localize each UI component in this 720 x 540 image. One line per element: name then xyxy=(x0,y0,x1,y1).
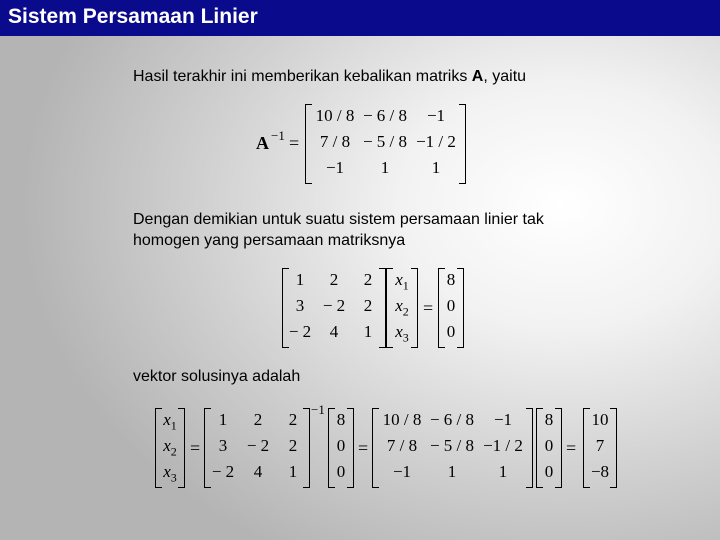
text-inverse-intro xyxy=(133,66,526,87)
text-system-intro-line2: homogen yang persamaan matriksnya xyxy=(133,232,406,249)
eq3-result-vector xyxy=(583,408,617,488)
matrix-cell: $x_3$ xyxy=(163,462,177,485)
matrix-cell: −8 xyxy=(590,462,610,481)
matrix-cell: − 2 xyxy=(211,462,235,481)
eq3-equals-2: = xyxy=(358,438,369,458)
eq1-lhs: A xyxy=(256,133,269,153)
matrix-cell: − 6 / 8 xyxy=(429,410,475,429)
matrix-cell: 3 xyxy=(218,436,228,455)
matrix-cell: − 2 xyxy=(246,436,270,455)
matrix-cell: −1 xyxy=(426,106,446,125)
matrix-cell: 1 xyxy=(431,158,441,177)
eq2-equals: = xyxy=(423,298,434,318)
eq3-equals-3: = xyxy=(566,438,577,458)
matrix-cell: 2 xyxy=(288,436,298,455)
eq1-inverse-matrix xyxy=(305,104,466,184)
eq3-constant-vector-2 xyxy=(536,408,562,488)
matrix-cell: 10 xyxy=(591,410,609,429)
matrix-cell: $x_3$ xyxy=(395,322,409,345)
eq3-inverse-sup: −1 xyxy=(311,402,325,417)
matrix-cell: 0 xyxy=(336,462,346,481)
matrix-cell: 2 xyxy=(329,270,339,289)
eq3-equals-1: = xyxy=(190,438,201,458)
slide-title: Sistem Persamaan Linier xyxy=(8,5,258,28)
matrix-cell: 8 xyxy=(544,410,554,429)
matrix-cell: 10 / 8 xyxy=(315,106,355,125)
matrix-cell: 10 / 8 xyxy=(382,410,422,429)
eq2-unknown-vector xyxy=(386,268,418,348)
matrix-cell: $x_1$ xyxy=(163,410,177,433)
matrix-cell: 1 xyxy=(380,158,390,177)
matrix-cell: 8 xyxy=(336,410,346,429)
matrix-cell: 1 xyxy=(447,462,457,481)
eq2-coefficient-matrix xyxy=(282,268,386,348)
matrix-cell: 1 xyxy=(363,322,373,341)
matrix-cell: 0 xyxy=(544,462,554,481)
eq3-inverse-matrix xyxy=(372,408,533,488)
matrix-cell: 7 / 8 xyxy=(319,132,351,151)
matrix-cell: −1 xyxy=(392,462,412,481)
matrix-cell: 0 xyxy=(446,296,456,315)
text-inverse-intro-part2: , yaitu xyxy=(483,68,527,85)
matrix-cell: −1 / 2 xyxy=(416,132,456,151)
title-bar xyxy=(0,0,720,36)
matrix-cell: 2 xyxy=(363,296,373,315)
text-system-intro-line1: Dengan demikian untuk suatu sistem persamaan linier tak xyxy=(133,211,544,228)
matrix-cell: 1 xyxy=(498,462,508,481)
eq2-constant-vector xyxy=(438,268,464,348)
matrix-cell: 0 xyxy=(336,436,346,455)
matrix-cell: − 5 / 8 xyxy=(429,436,475,455)
matrix-name-a: A xyxy=(471,68,484,85)
matrix-cell: − 2 xyxy=(288,322,312,341)
eq3-unknown-vector xyxy=(155,408,185,488)
matrix-cell: 2 xyxy=(288,410,298,429)
matrix-cell: 8 xyxy=(446,270,456,289)
eq3-coefficient-matrix xyxy=(204,408,310,488)
matrix-cell: 7 / 8 xyxy=(386,436,418,455)
eq1-equals: = xyxy=(289,133,300,153)
matrix-cell: $x_1$ xyxy=(395,270,409,293)
matrix-cell: 0 xyxy=(544,436,554,455)
matrix-cell: −1 xyxy=(325,158,345,177)
matrix-cell: −1 / 2 xyxy=(483,436,523,455)
matrix-cell: −1 xyxy=(493,410,513,429)
matrix-cell: 0 xyxy=(446,322,456,341)
matrix-cell: $x_2$ xyxy=(163,436,177,459)
matrix-cell: 1 xyxy=(288,462,298,481)
matrix-cell: 4 xyxy=(253,462,263,481)
matrix-cell: 2 xyxy=(253,410,263,429)
matrix-cell: 4 xyxy=(329,322,339,341)
matrix-cell: 1 xyxy=(295,270,305,289)
matrix-cell: − 5 / 8 xyxy=(362,132,408,151)
matrix-cell: − 2 xyxy=(322,296,346,315)
text-inverse-intro-part1: Hasil terakhir ini memberikan kebalikan matriks xyxy=(133,68,472,85)
matrix-cell: − 6 / 8 xyxy=(362,106,408,125)
matrix-cell: 3 xyxy=(295,296,305,315)
matrix-cell: 2 xyxy=(363,270,373,289)
eq3-constant-vector xyxy=(328,408,354,488)
matrix-cell: $x_2$ xyxy=(395,296,409,319)
matrix-cell: 7 xyxy=(595,436,605,455)
eq1-lhs-sup: −1 xyxy=(271,128,285,143)
matrix-cell: 1 xyxy=(218,410,228,429)
text-solution-intro: vektor solusinya adalah xyxy=(133,368,301,385)
